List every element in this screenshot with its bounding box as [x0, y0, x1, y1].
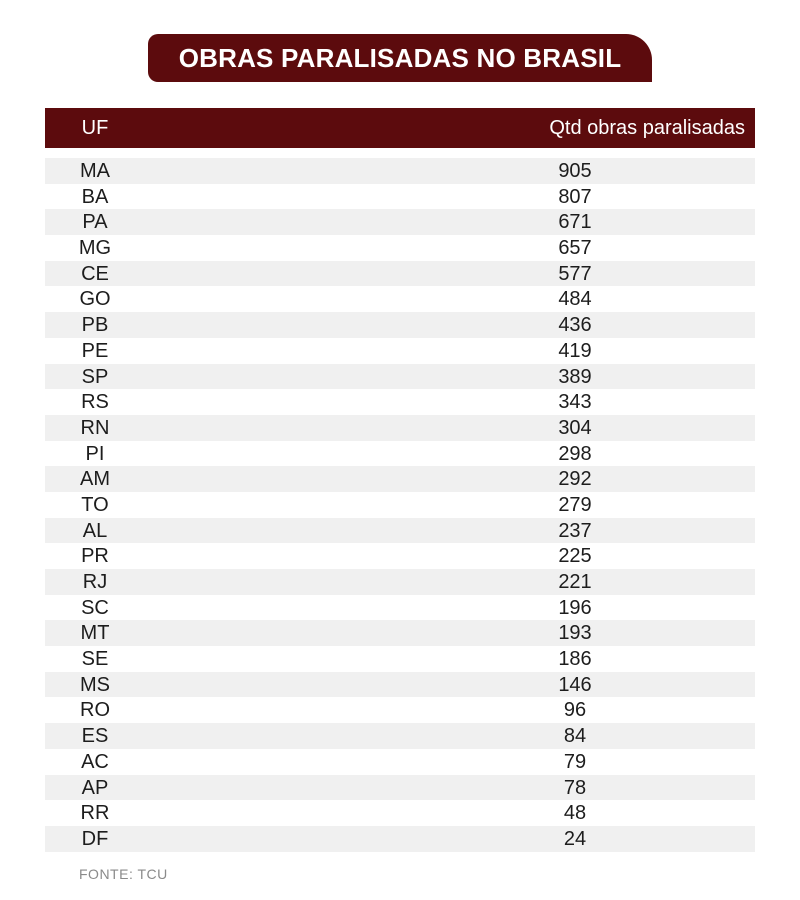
- cell-qtd: 419: [558, 339, 592, 362]
- cell-qtd: 807: [558, 185, 592, 208]
- cell-uf: SP: [81, 365, 109, 388]
- cell-qtd: 298: [558, 442, 592, 465]
- cell-qtd: 292: [558, 468, 592, 491]
- table-row: [45, 543, 755, 569]
- title-banner: [148, 34, 652, 82]
- cell-uf: RO: [80, 699, 110, 722]
- cell-uf: TO: [81, 493, 109, 516]
- table-row: [45, 338, 755, 364]
- cell-qtd: 484: [558, 288, 592, 311]
- cell-uf: PE: [81, 339, 109, 362]
- table-row: [45, 569, 755, 595]
- column-header-qtd: Qtd obras paralisadas: [549, 117, 745, 139]
- cell-qtd: 304: [558, 416, 592, 439]
- table-row: [45, 826, 755, 852]
- page-title: OBRAS PARALISADAS NO BRASIL: [178, 42, 622, 73]
- table-row: [45, 775, 755, 801]
- cell-uf: MS: [80, 673, 110, 696]
- cell-uf: AP: [81, 776, 109, 799]
- table-row: [45, 697, 755, 723]
- cell-uf: MA: [80, 160, 110, 182]
- table-row: [45, 800, 755, 826]
- cell-uf: RJ: [82, 571, 108, 593]
- table-row: [45, 620, 755, 646]
- cell-uf: PA: [82, 211, 108, 234]
- cell-uf: AM: [80, 468, 110, 491]
- cell-qtd: 193: [558, 622, 592, 645]
- table-row: [45, 209, 755, 235]
- cell-qtd: 146: [558, 673, 592, 696]
- cell-qtd: 389: [558, 365, 592, 388]
- cell-qtd: 196: [558, 596, 592, 619]
- cell-qtd: 24: [563, 827, 587, 850]
- cell-qtd: 905: [558, 160, 592, 182]
- table-row: [45, 672, 755, 698]
- cell-qtd: 96: [563, 699, 587, 722]
- table-row: [45, 415, 755, 441]
- cell-uf: PI: [85, 442, 105, 465]
- table-body: [45, 158, 755, 852]
- cell-uf: CE: [81, 262, 109, 285]
- table-row: [45, 184, 755, 210]
- table-row: [45, 158, 755, 184]
- cell-uf: AL: [82, 519, 108, 542]
- table-row: [45, 749, 755, 775]
- table-row: [45, 312, 755, 338]
- cell-uf: MG: [78, 237, 112, 260]
- cell-qtd: 657: [558, 237, 592, 260]
- cell-uf: PB: [81, 314, 109, 337]
- cell-qtd: 78: [563, 776, 587, 799]
- cell-qtd: 279: [558, 493, 592, 516]
- cell-uf: DF: [81, 827, 109, 850]
- table-header: [45, 108, 755, 148]
- table-row: [45, 364, 755, 390]
- cell-qtd: 577: [558, 262, 592, 285]
- table-row: [45, 492, 755, 518]
- table-row: [45, 595, 755, 621]
- table-row: [45, 441, 755, 467]
- cell-qtd: 79: [563, 750, 587, 773]
- cell-uf: SE: [81, 648, 109, 671]
- cell-uf: BA: [81, 185, 109, 208]
- table-row: [45, 235, 755, 261]
- cell-qtd: 343: [558, 391, 592, 414]
- table-row: [45, 466, 755, 492]
- cell-uf: ES: [81, 725, 109, 748]
- cell-qtd: 221: [558, 571, 592, 593]
- table-row: [45, 261, 755, 287]
- table-row: [45, 286, 755, 312]
- table-row: [45, 389, 755, 415]
- cell-qtd: 237: [558, 519, 592, 542]
- table-row: [45, 646, 755, 672]
- source-note: FONTE: TCU: [79, 866, 168, 882]
- table-row: [45, 723, 755, 749]
- cell-qtd: 671: [558, 211, 592, 234]
- cell-uf: MT: [80, 622, 110, 645]
- cell-qtd: 48: [563, 802, 587, 825]
- cell-uf: RR: [80, 802, 110, 825]
- cell-qtd: 225: [558, 545, 592, 568]
- cell-uf: RS: [81, 391, 109, 414]
- cell-uf: GO: [79, 288, 111, 311]
- cell-qtd: 186: [558, 648, 592, 671]
- table-row: [45, 518, 755, 544]
- column-header-uf: UF: [81, 117, 109, 139]
- cell-uf: SC: [81, 596, 109, 619]
- cell-qtd: 436: [558, 314, 592, 337]
- cell-qtd: 84: [563, 725, 587, 748]
- cell-uf: PR: [81, 545, 109, 568]
- cell-uf: AC: [81, 750, 109, 773]
- cell-uf: RN: [80, 416, 110, 439]
